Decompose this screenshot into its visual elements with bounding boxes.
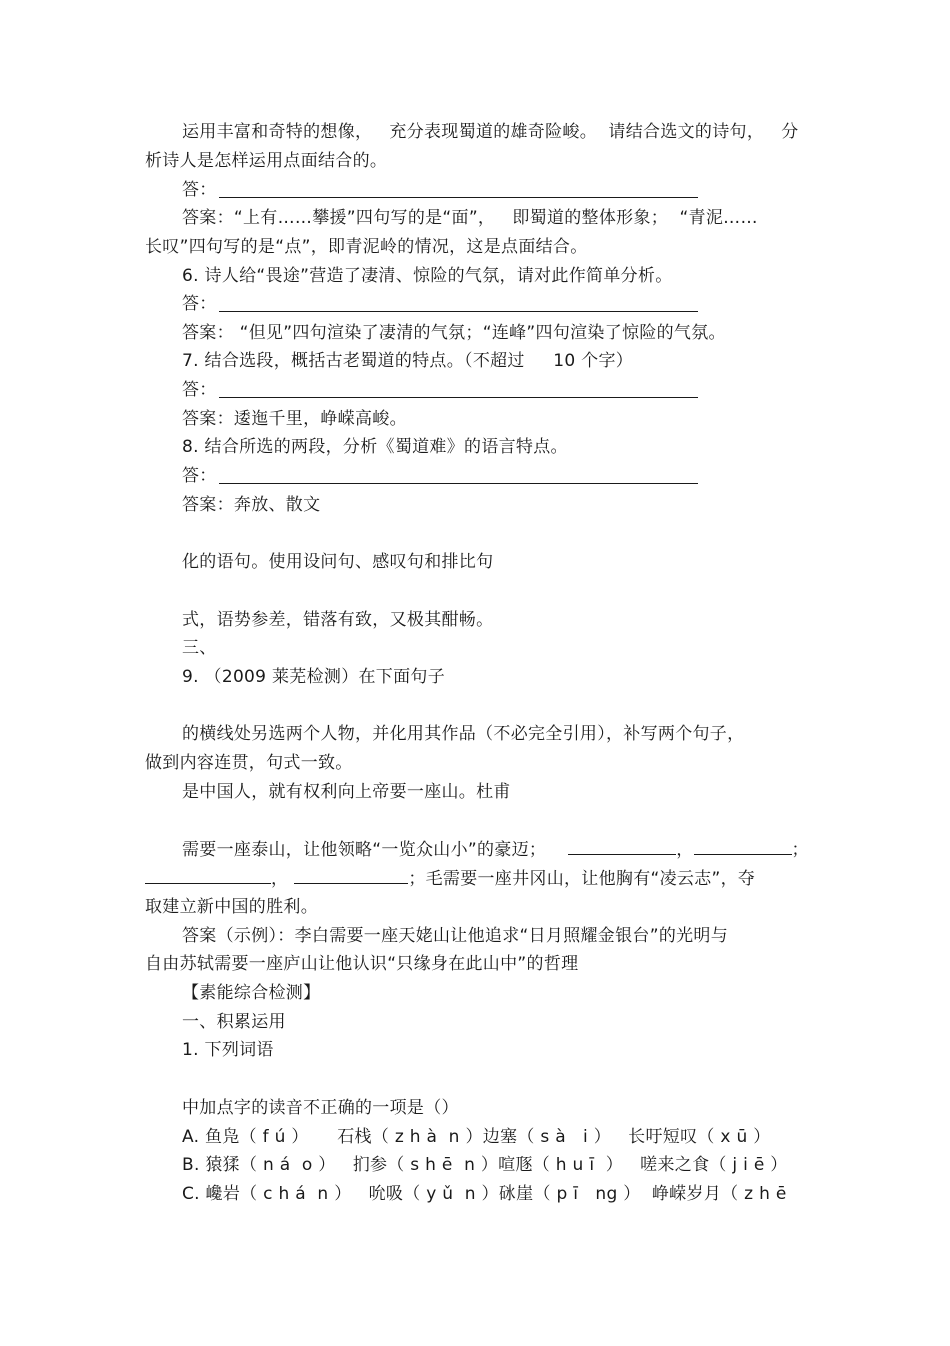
question-9-line-7: 取建立新中国的胜利。: [145, 897, 318, 917]
q8-answer-label: 答：: [182, 466, 217, 486]
q8-answer-line-1: 答案：奔放、散文: [182, 495, 321, 515]
q8-answer-line-3: 式，语势参差，错落有致，又极其酣畅。: [182, 610, 494, 630]
question-9-line-5: [182, 839, 809, 861]
q9-answer-line-2: 自由苏轼需要一座庐山让他认识“只缘身在此山中”的哲理: [145, 954, 579, 974]
question-9-line-6: [145, 868, 755, 890]
section-three-heading: 三、: [182, 638, 217, 658]
question-9-line-1: 9. （2009 莱芜检测）在下面句子: [182, 667, 445, 687]
q9-line-6-text: ；毛需要一座井冈山，让他胸有“凌云志”，夺: [408, 869, 756, 889]
q9-line-5-text: 需要一座泰山，让他领略“一览众山小”的豪迈；: [182, 840, 547, 860]
q9-blank-separator-2: ；: [791, 840, 809, 860]
q5-answer-label: 答：: [182, 180, 217, 200]
q5-answer-line-2: 长叹”四句写的是“点”，即青泥岭的情况，这是点面结合。: [145, 237, 588, 257]
q5-answer-blank: [219, 197, 698, 198]
q6-answer: 答案： “但见”四句渲染了凄清的气氛；“连峰”四句渲染了惊险的气氛。: [182, 323, 726, 343]
q5-intro-line-1: 运用丰富和奇特的想像， 充分表现蜀道的雄奇险峻。 请结合选文的诗句， 分: [182, 122, 799, 142]
question-9-line-4: 是中国人，就有权利向上帝要一座山。杜甫: [182, 782, 511, 802]
q9-blank-4: [294, 869, 408, 884]
q6-answer-blank: [219, 311, 698, 312]
q6-answer-label: 答：: [182, 294, 217, 314]
q7-answer-label: 答：: [182, 380, 217, 400]
option-b: B. 猿猱（ n á o ） 扪参（ s h ē n ）喧豗（ h u ī ） 嗟来之食（ j i ē ）: [182, 1155, 788, 1175]
q8-answer-blank: [219, 483, 698, 484]
part-one-heading: 一、积累运用: [182, 1012, 286, 1032]
q5-intro-line-2: 析诗人是怎样运用点面结合的。: [145, 151, 388, 171]
option-a: A. 鱼凫（ f ú ） 石栈（ z h à n ）边塞（ s à i ） 长吁短叹（ x ū ）: [182, 1127, 771, 1147]
q7-answer: 答案：逶迤千里，峥嵘高峻。: [182, 409, 407, 429]
question-7: 7. 结合选段，概括古老蜀道的特点。（不超过 10 个字）: [182, 351, 634, 371]
section-title: 【素能综合检测】: [182, 983, 321, 1003]
question-1-line-1: 1. 下列词语: [182, 1040, 274, 1060]
q9-blank-1: [568, 840, 676, 855]
q9-blank-2: [694, 840, 792, 855]
question-6: 6. 诗人给“畏途”营造了凄清、惊险的气氛，请对此作简单分析。: [182, 266, 673, 286]
q8-answer-line-2: 化的语句。使用设问句、感叹句和排比句: [182, 552, 494, 572]
question-8: 8. 结合所选的两段，分析《蜀道难》的语言特点。: [182, 437, 568, 457]
question-9-line-2: 的横线处另选两个人物，并化用其作品（不必完全引用），补写两个句子，: [182, 724, 745, 744]
question-1-line-2: 中加点字的读音不正确的一项是（）: [182, 1098, 459, 1118]
q9-blank-separator-1: ，: [676, 840, 694, 860]
q9-blank-3: [145, 869, 271, 884]
q9-answer-line-1: 答案（示例）：李白需要一座天姥山让他追求“日月照耀金银台”的光明与: [182, 926, 729, 946]
q7-answer-blank: [219, 397, 698, 398]
option-c: C. 巉岩（ c h á n ） 吮吸（ y ǔ n ）砯崖（ p ī ng ） 峥嵘岁月（ z h ē: [182, 1184, 787, 1204]
q5-answer-line-1: 答案：“上有……攀援”四句写的是“面”， 即蜀道的整体形象； “青泥……: [182, 208, 758, 228]
question-9-line-3: 做到内容连贯，句式一致。: [145, 753, 353, 773]
q9-blank-separator-3: ，: [271, 869, 289, 889]
